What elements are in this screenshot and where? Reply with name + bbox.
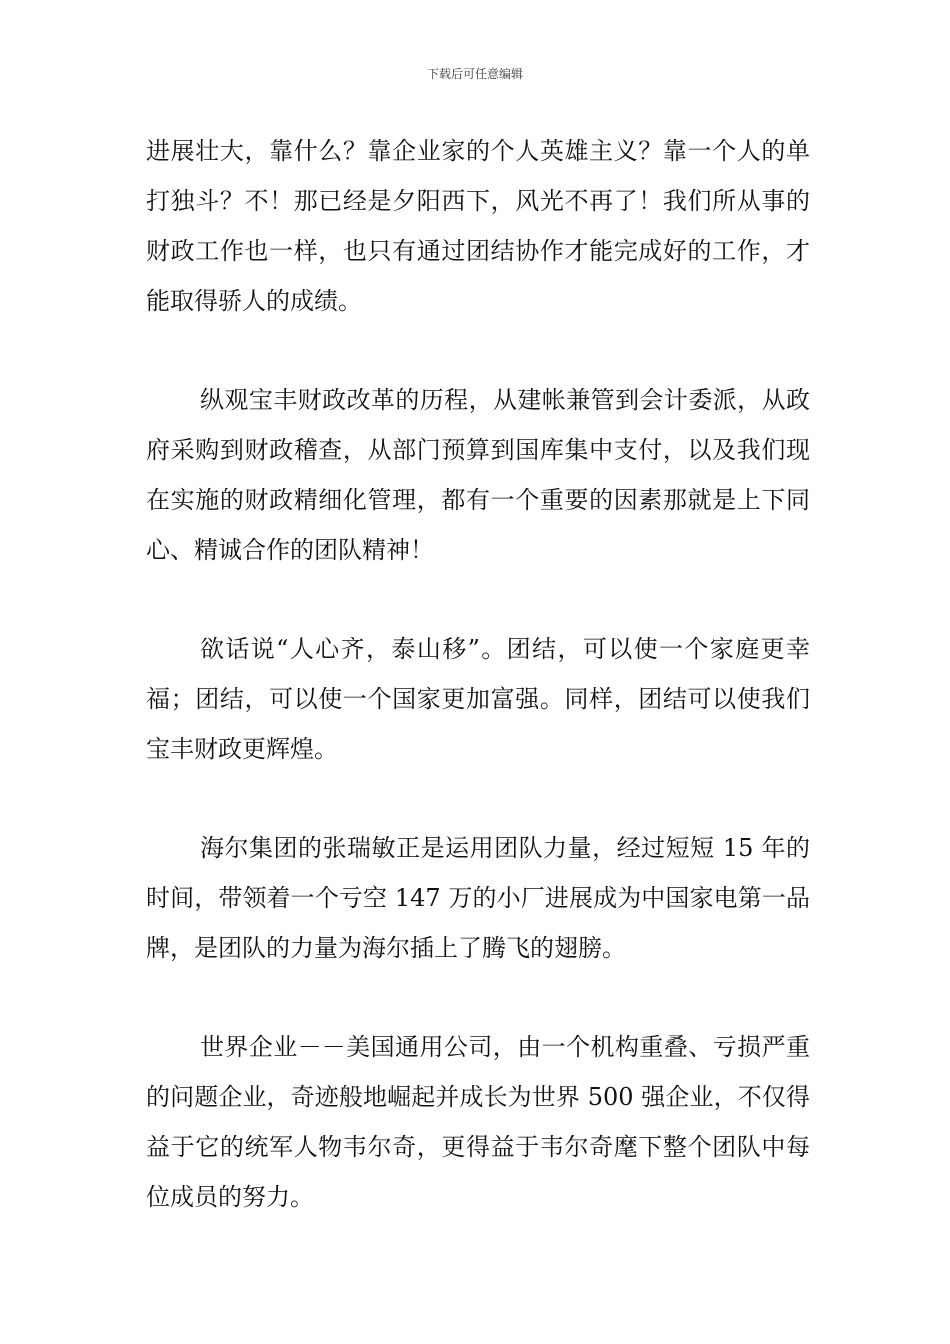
paragraph-3: 欲话说“人心齐，泰山移”。团结，可以使一个家庭更幸福；团结，可以使一个国家更加富强。同样，团结可以使我们宝丰财政更辉煌。 bbox=[146, 635, 810, 763]
paragraph-4: 海尔集团的张瑞敏正是运用团队力量，经过短短 15 年的时间，带领着一个亏空 147 万的小厂进展成为中国家电第一品牌，是团队的力量为海尔插上了腾飞的翅膀。 bbox=[146, 834, 810, 962]
paragraph-2: 纵观宝丰财政改革的历程，从建帐兼管到会计委派，从政府采购到财政稽查，从部门预算到国库集中支付，以及我们现在实施的财政精细化管理，都有一个重要的因素那就是上下同心、精诚合作的团队精神！ bbox=[146, 386, 810, 564]
paragraph-5: 世界企业－－美国通用公司，由一个机构重叠、亏损严重的问题企业，奇迹般地崛起并成长为世界 500 强企业，不仅得益于它的统军人物韦尔奇，更得益于韦尔奇麾下整个团队中每位成员的努力。 bbox=[146, 1033, 810, 1211]
page-header-note: 下载后可任意编辑 bbox=[426, 67, 523, 81]
paragraph-1: 进展壮大，靠什么？靠企业家的个人英雄主义？靠一个人的单打独斗？不！那已经是夕阳西下，风光不再了！我们所从事的财政工作也一样，也只有通过团结协作才能完成好的工作，才能取得骄人的成绩。 bbox=[146, 137, 810, 315]
document-body bbox=[146, 126, 810, 1271]
